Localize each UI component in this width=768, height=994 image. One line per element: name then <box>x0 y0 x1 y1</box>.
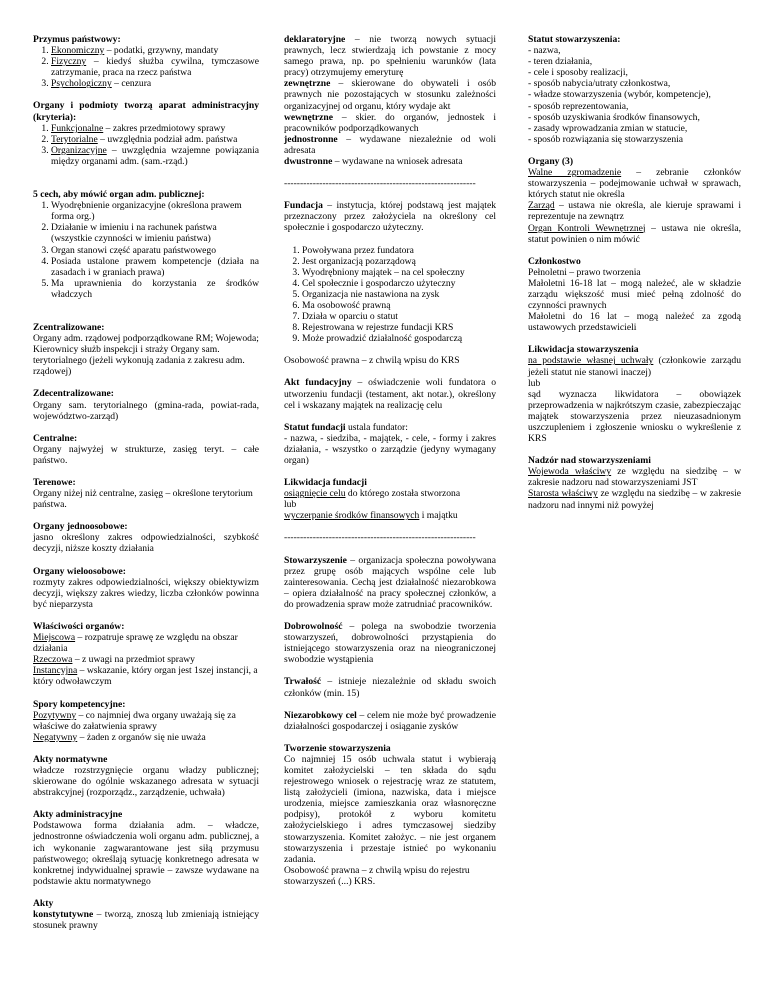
list-item: 8. Rejestrowana w rejestrze fundacji KRS <box>302 322 496 333</box>
paragraph: na podstawie własnej uchwały (członkowie zarządu jeżeli statut nie stanowi inaczej) <box>528 355 741 378</box>
section-title: Likwidacja stowarzyszenia <box>528 344 639 356</box>
paragraph: Stowarzyszenie – organizacja społeczna powoływana przez grupę osób mających wspólne cele lub zainteresowania. Cechą jest działalność niezarobkowa – opiera działalność na pracy społecznej członków, a do prowadzenia spraw może zatrudniać pracowników. <box>284 554 496 610</box>
section-title: Organy (3) <box>528 155 574 167</box>
paragraph: Statut fundacji ustala fundator: <box>284 421 408 433</box>
list-item: 2. Jest organizacją pozarządową <box>302 256 496 267</box>
paragraph: Podstawowa forma działania adm. – władcze, jednostronne oświadczenia woli organu adm. publicznej, a ich wykonanie zagwarantowane jest siłą przymusu państwowego; określają sytuację konkretnego adresata w konkretnej indywidualnej sprawie – zawsze wydawane na podstawie aktu normatywnego <box>33 820 259 887</box>
section-title: 5 cech, aby mówić organ adm. publicznej: <box>33 189 205 201</box>
column-2 <box>284 34 496 887</box>
section-title: Akty normatywne <box>33 753 108 765</box>
paragraph: Dobrowolność – polega na swobodzie tworzenia stowarzyszeń, dobrowolności przystąpienia do istniejącego stowarzyszenia oraz na nieograniczonej swobodzie wystąpienia <box>284 621 496 666</box>
paragraph: Miejscowa – rozpatruje sprawę ze względu na obszar działania <box>33 632 238 655</box>
paragraph: jasno określony zakres odpowiedzialności, szybkość decyzji, niższe koszty działania <box>33 532 259 555</box>
list-item: - zasady wprowadzania zmian w statucie, <box>528 122 688 134</box>
paragraph: Rzeczowa – z uwagi na przedmiot sprawy <box>33 654 195 666</box>
paragraph: Osobowość prawna – z chwilą wpisu do rejestru stowarzyszeń (...) KRS. <box>284 864 470 887</box>
list-item: 9. Może prowadzić działalność gospodarczą <box>302 333 496 344</box>
section-title: Zcentralizowane: <box>33 321 105 333</box>
paragraph: Małoletni 16-18 lat – mogą należeć, ale w składzie zarządu większość musi mieć pełną zdolność do czynności prawnych <box>528 277 741 312</box>
list-item: 5. Organizacja nie nastawiona na zysk <box>302 289 496 300</box>
column-1 <box>33 34 259 931</box>
paragraph: Instancyjna – wskazanie, który organ jest 1szej instancji, a który odwoławczym <box>33 665 258 688</box>
list-item: 2. Działanie w imieniu i na rachunek państwa (wszystkie czynności w imieniu państwa) <box>51 222 259 244</box>
paragraph: Osobowość prawna – z chwilą wpisu do KRS <box>284 355 460 367</box>
paragraph: dwustronne – wydawane na wniosek adresata <box>284 156 463 168</box>
section-title: Zdecentralizowane: <box>33 388 114 400</box>
list-item: 2. Fizyczny – kiedyś służba cywilna, tymczasowe zatrzymanie, praca na rzecz państwa <box>51 56 259 78</box>
column-3 <box>528 34 741 511</box>
paragraph: władcze rozstrzygnięcie organu władzy publicznej; skierowane do ogólnie wskazanego adresata w sytuacji abstrakcyjnej (rozporządz., zarządzenie, uchwała) <box>33 764 259 799</box>
paragraph: Negatywny – żaden z organów się nie uważa <box>33 731 206 743</box>
list-item: 3. Organ stanowi część aparatu państwowego <box>51 245 259 256</box>
list-item: 2. Terytorialne – uwzględnia podział adm. państwa <box>51 134 259 145</box>
paragraph: Organy sam. terytorialnego (gmina-rada, powiat-rada, województwo-zarząd) <box>33 399 259 422</box>
section-title: Członkostwo <box>528 255 581 267</box>
paragraph: Niezarobkowy cel – celem nie może być prowadzenie działalności gospodarczej i osiąganie zysków <box>284 709 497 732</box>
paragraph: Walne zgromadzenie – zebranie członków stowarzyszenia – podejmowanie uchwał w sprawach, których statut nie określa <box>528 167 741 201</box>
section-title: Likwidacja fundacji <box>284 477 367 489</box>
list-item: - sposób nabycia/utraty członkostwa, <box>528 78 671 90</box>
list-item: 1. Ekonomiczny – podatki, grzywny, mandaty <box>51 45 259 56</box>
paragraph: jednostronne – wydawane niezależnie od woli adresata <box>284 133 496 156</box>
section-title: Organy jednoosobowe: <box>33 521 128 533</box>
list-item: - teren działania, <box>528 56 593 68</box>
numbered-list <box>33 123 259 167</box>
paragraph: Wojewoda właściwy ze względu na siedzibę – w zakresie nadzoru nad stowarzyszeniami JST <box>528 466 742 489</box>
list-item: 4. Cel społecznie i gospodarczo użyteczny <box>302 278 496 289</box>
paragraph: Zarząd – ustawa nie określa, ale kieruje sprawami i reprezentuje na zewnątrz <box>528 200 741 223</box>
paragraph: Organ Kontroli Wewnętrznej – ustawa nie określa, statut powinien o nim mówić <box>528 222 741 245</box>
paragraph: sąd wyznacza likwidatora – obowiązek przeprowadzenia w najkrótszym czasie, zabezpieczając majątek stowarzyszenia przez nieuzasadnionym uszczupleniem i zgłoszenie wniosku o wykreślenie z KRS <box>528 388 741 445</box>
paragraph: wewnętrzne – skier. do organów, jednostek i pracowników podporządkowanych <box>284 111 496 134</box>
paragraph: osiągnięcie celu do którego została stworzona <box>284 488 461 500</box>
section-title: Akty <box>33 897 54 909</box>
list-item: 4. Posiada ustalone prawem kompetencje (działa na zasadach i w graniach prawa) <box>51 256 259 278</box>
list-item: 1. Powoływana przez fundatora <box>302 245 496 256</box>
section-title: Statut stowarzyszenia: <box>528 34 621 45</box>
paragraph: rozmyty zakres odpowiedzialności, większy obiektywizm decyzji, większy zakres wiedzy, liczba członków powinna być nieparzysta <box>33 576 259 610</box>
section-title: Nadzór nad stowarzyszeniami <box>528 455 651 467</box>
section-title: Terenowe: <box>33 477 76 488</box>
separator: ------------------------------------------------------------ <box>284 178 476 190</box>
paragraph: lub <box>284 499 297 511</box>
paragraph: - nazwa, - siedziba, - majątek, - cele, - formy i zakres działania, - wszystko o zarządzie (jedyny wymagany organ) <box>284 432 496 466</box>
list-item: 3. Organizacyjne – uwzględnia wzajemne powiązania między organami adm. (sam.-rząd.) <box>51 145 259 167</box>
paragraph: Pozytywny – co najmniej dwa organy uważają się za właściwe do załatwienia sprawy <box>33 709 236 732</box>
list-item: 1. Funkcjonalne – zakres przedmiotowy sprawy <box>51 123 259 134</box>
section-title: Właściwości organów: <box>33 620 125 632</box>
paragraph: Pełnoletni – prawo tworzenia <box>528 266 641 278</box>
list-item: 3. Wyodrębniony majątek – na cel społeczny <box>302 267 496 278</box>
paragraph: deklaratoryjne – nie tworzą nowych sytuacji prawnych, lecz stwierdzają ich powstanie z mocy samego prawa, np. po spełnieniu warunków (lata pracy) otrzymujemy emeryturę <box>284 34 496 79</box>
paragraph: zewnętrzne – skierowane do obywateli i osób prawnych nie pozostających w stosunku zależności organizacyjnej od organu, który wydaje akt <box>284 78 496 112</box>
list-item: - cele i sposoby realizacji, <box>528 67 628 79</box>
section-title: Organy i podmioty tworzą aparat administracyjny (kryteria): <box>33 100 259 123</box>
section-title: Przymus państwowy: <box>33 34 121 45</box>
separator: ------------------------------------------------------------ <box>284 532 476 544</box>
paragraph: konstytutywne – tworzą, znoszą lub zmieniają istniejący stosunek prawny <box>33 909 259 932</box>
section-title: Organy wieloosobowe: <box>33 565 127 577</box>
paragraph: Starosta właściwy ze względu na siedzibę – w zakresie nadzoru nad innymi niż powyżej <box>528 488 741 511</box>
paragraph: lub <box>528 377 541 389</box>
list-item: 6. Ma osobowość prawną <box>302 300 496 311</box>
paragraph: wyczerpanie środków finansowych i majątku <box>284 510 458 522</box>
paragraph: Co najmniej 15 osób uchwala statut i wybierają komitet założycielski – ten składa do sądu rejestrowego wniosek o rejestrację wraz ze statutem, listą założycieli (imiona, nazwiska, data i miejsce urodzenia, miejsce zamieszkania oraz własnoręczne podpisy), protokół z wyboru komitetu założycielskiego i adres tymczasowej siedziby stowarzyszenia. Komitet założyc. – nie jest organem stowarzyszenia i przestaje istnieć po wykonaniu zadania. <box>284 753 496 865</box>
paragraph: Organy adm. rządowej podporządkowane RM; Wojewoda; Kierownicy służb inspekcji i straży Organy sam. terytorialnego (jeżeli wykonują zadania z zakresu adm. rządowej) <box>33 333 259 378</box>
numbered-list <box>33 200 259 300</box>
list-item: 1. Wyodrębnienie organizacyjne (określona prawem forma org.) <box>51 200 259 222</box>
list-item: - władze stowarzyszenia (wybór, kompetencje), <box>528 89 711 101</box>
list-item: - sposób uzyskiwania środków finansowych, <box>528 111 700 123</box>
paragraph: Organy niżej niż centralne, zasięg – określone terytorium państwa. <box>33 488 253 511</box>
paragraph: Małoletni do 16 lat – mogą należeć za zgodą ustawowych przedstawicieli <box>528 311 741 334</box>
numbered-list <box>33 45 259 89</box>
numbered-list <box>284 245 496 345</box>
paragraph: Trwałość – istnieje niezależnie od składu swoich członków (min. 15) <box>284 676 496 699</box>
paragraph: Akt fundacyjny – oświadczenie woli fundatora o utworzeniu fundacji (testament, akt notar.), określony cel i wskazany majątek na realizację celu <box>284 377 496 411</box>
list-item: - nazwa, <box>528 45 561 57</box>
list-item: 5. Ma uprawnienia do korzystania ze środków władczych <box>51 278 259 300</box>
paragraph: Fundacja – instytucja, której podstawą jest majątek przeznaczony przez założyciela na określony cel społecznie i gospodarczo użyteczny. <box>284 200 496 234</box>
list-item: 7. Działa w oparciu o statut <box>302 311 496 322</box>
list-item: - sposób reprezentowania, <box>528 100 629 112</box>
section-title: Spory kompetencyjne: <box>33 698 126 710</box>
section-title: Tworzenie stowarzyszenia <box>284 742 391 754</box>
list-item: 3. Psychologiczny – cenzura <box>51 78 259 89</box>
section-title: Centralne: <box>33 432 78 444</box>
paragraph: Organy najwyżej w strukturze, zasięg teryt. – całe państwo. <box>33 443 259 466</box>
list-item: - sposób rozwiązania się stowarzyszenia <box>528 133 684 145</box>
section-title: Akty administracyjne <box>33 809 123 821</box>
